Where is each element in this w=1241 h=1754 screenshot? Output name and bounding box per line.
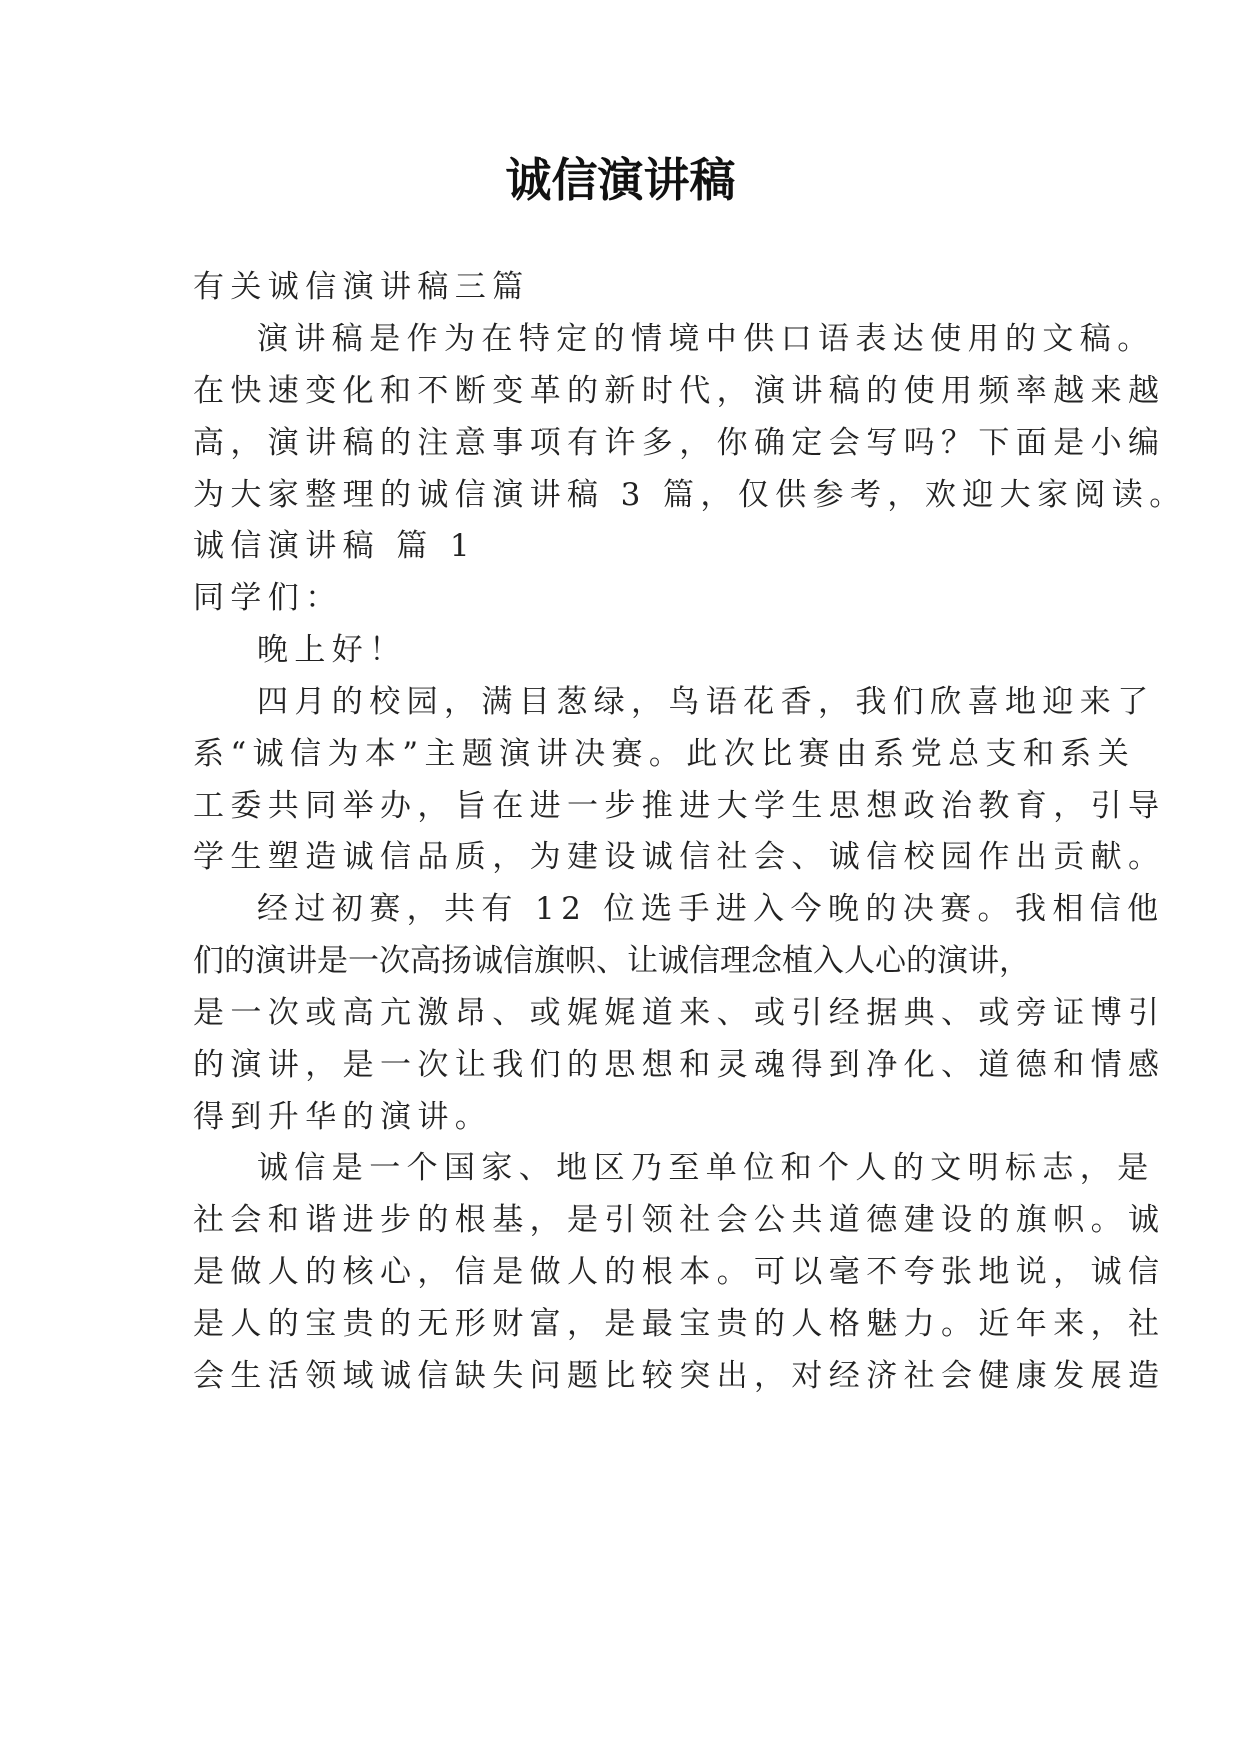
greeting-line: 晚上好！ <box>257 632 407 668</box>
salutation-line: 同学们： <box>193 580 343 616</box>
body-line: 为大家整理的诚信演讲稿 3 篇，仅供参考，欢迎大家阅读。 <box>193 477 1187 513</box>
body-line: 四月的校园，满目葱绿，鸟语花香，我们欣喜地迎来了 <box>257 684 1155 720</box>
body-line: 们的演讲是一次高扬诚信旗帜、让诚信理念植入人心的演讲， <box>193 943 1030 979</box>
body-line: 是做人的核心，信是做人的根本。可以毫不夸张地说，诚信 <box>193 1254 1166 1290</box>
document-title: 诚信演讲稿 <box>505 153 736 207</box>
body-line: 工委共同举办，旨在进一步推进大学生思想政治教育，引导 <box>193 788 1166 824</box>
body-line: 的演讲，是一次让我们的思想和灵魂得到净化、道德和情感 <box>193 1047 1166 1083</box>
subtitle-line: 有关诚信演讲稿三篇 <box>193 269 530 305</box>
body-line: 经过初赛，共有 12 位选手进入今晚的决赛。我相信他 <box>257 891 1165 927</box>
body-line: 系“诚信为本”主题演讲决赛。此次比赛由系党总支和系关 <box>193 736 1136 772</box>
section-heading: 诚信演讲稿 篇 1 <box>193 528 477 564</box>
body-line: 诚信是一个国家、地区乃至单位和个人的文明标志，是 <box>257 1150 1155 1186</box>
body-line: 学生塑造诚信品质，为建设诚信社会、诚信校园作出贡献。 <box>193 839 1166 875</box>
body-line: 是人的宝贵的无形财富，是最宝贵的人格魅力。近年来，社 <box>193 1306 1166 1342</box>
body-line: 得到升华的演讲。 <box>193 1099 493 1135</box>
body-line: 会生活领域诚信缺失问题比较突出，对经济社会健康发展造 <box>193 1358 1166 1394</box>
body-line: 社会和谐进步的根基，是引领社会公共道德建设的旗帜。诚 <box>193 1202 1166 1238</box>
body-line: 在快速变化和不断变革的新时代，演讲稿的使用频率越来越 <box>193 373 1166 409</box>
body-line: 高，演讲稿的注意事项有许多，你确定会写吗？下面是小编 <box>193 425 1166 461</box>
body-line: 是一次或高亢激昂、或娓娓道来、或引经据典、或旁证博引 <box>193 995 1166 1031</box>
body-line: 演讲稿是作为在特定的情境中供口语表达使用的文稿。 <box>257 321 1155 357</box>
